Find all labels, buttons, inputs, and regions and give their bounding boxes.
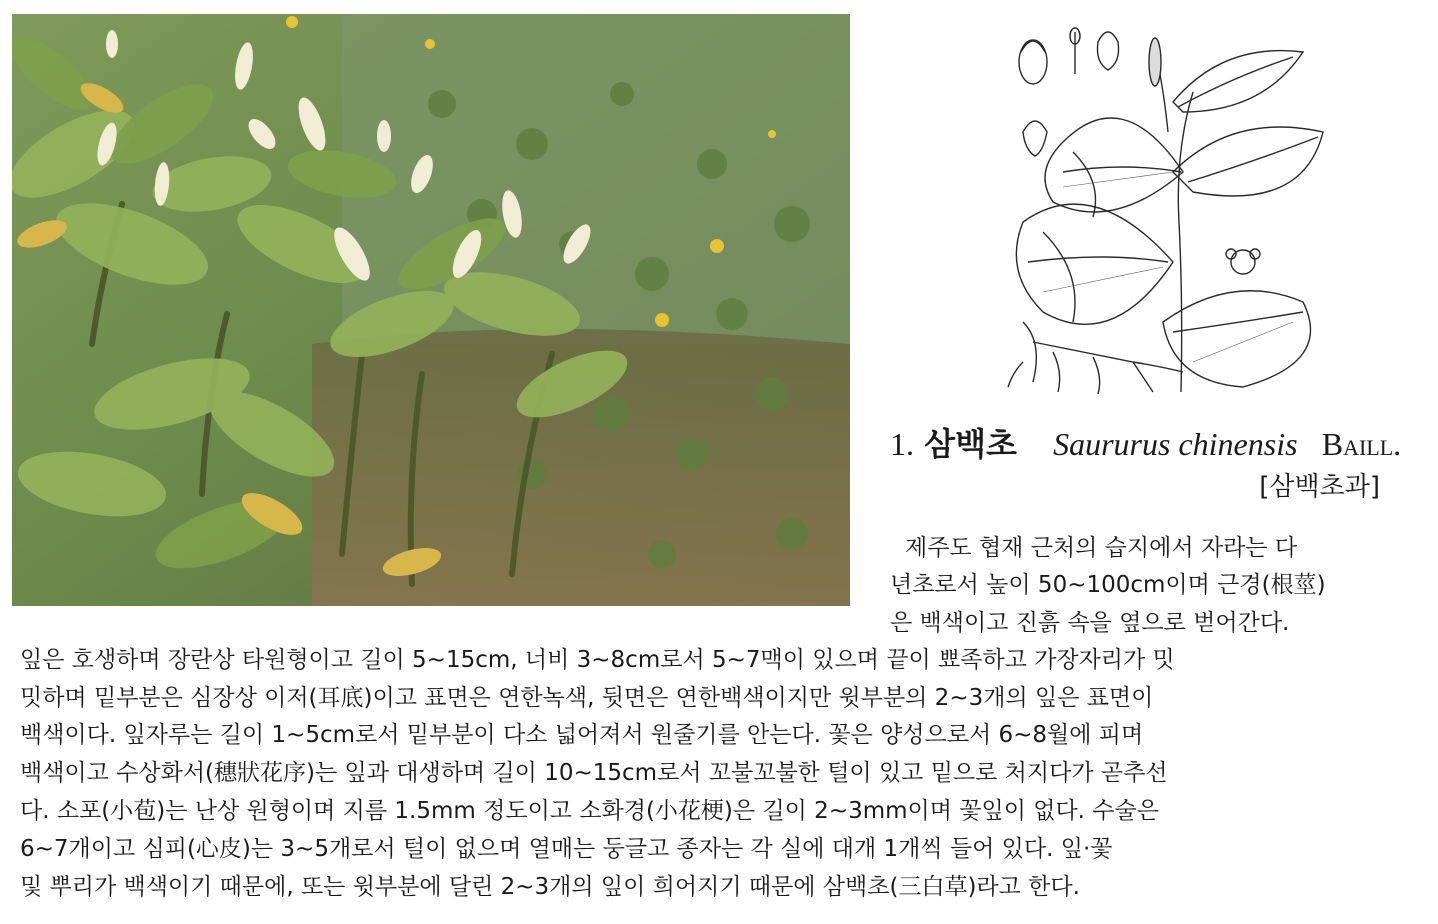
text-line: 백색이다. 잎자루는 길이 1~5cm로서 밑부분이 다소 넓어져서 원줄기를 안는다. 꽃은 양성으로서 6~8월에 피며	[20, 722, 1144, 748]
wetland-plant-photo-icon	[12, 14, 850, 606]
korean-name: 삼백초	[924, 425, 1017, 463]
text-line: 및 뿌리가 백색이기 때문에, 또는 윗부분에 달린 2~3개의 잎이 희어지기 때문에 삼백초(三白草)라고 한다.	[20, 874, 1080, 900]
plant-photo	[12, 14, 850, 606]
species-heading	[890, 424, 1410, 464]
text-line: 밋하며 밑부분은 심장상 이저(耳底)이고 표면은 연한녹색, 뒷면은 연한백색이지만 윗부분의 2~3개의 잎은 표면이	[20, 685, 1154, 711]
text-line: 년초로서 높이 50~100cm이며 근경(根莖)	[890, 572, 1326, 598]
text-line: 6~7개이고 심피(心皮)는 3~5개로서 털이 없으며 열매는 둥글고 종자는 각 실에 대개 1개씩 들어 있다. 잎·꽃	[20, 836, 1113, 862]
author-abbreviation: Baill.	[1321, 426, 1402, 462]
family-name: [삼백초과]	[1259, 472, 1380, 502]
botanical-illustration	[1003, 22, 1371, 394]
text-line: 은 백색이고 진흙 속을 옆으로 벋어간다.	[890, 610, 1290, 636]
scientific-name: Saururus chinensis	[1053, 426, 1298, 462]
entry-number: 1.	[890, 426, 914, 462]
text-line: 백색이고 수상화서(穗狀花序)는 잎과 대생하며 길이 10~15cm로서 꼬불꼬불한 털이 있고 밑으로 처지다가 곧추선	[20, 760, 1168, 786]
text-line: 다. 소포(小苞)는 난상 원형이며 지름 1.5mm 정도이고 소화경(小花梗)은 길이 2~3mm이며 꽃잎이 없다. 수술은	[20, 798, 1159, 824]
text-line: 제주도 협재 근처의 습지에서 자라는 다	[905, 535, 1298, 561]
botanical-line-drawing-icon	[1003, 22, 1371, 394]
text-line: 잎은 호생하며 장란상 타원형이고 길이 5~15cm, 너비 3~8cm로서 5~7맥이 있으며 끝이 뾰족하고 가장자리가 밋	[20, 647, 1175, 673]
